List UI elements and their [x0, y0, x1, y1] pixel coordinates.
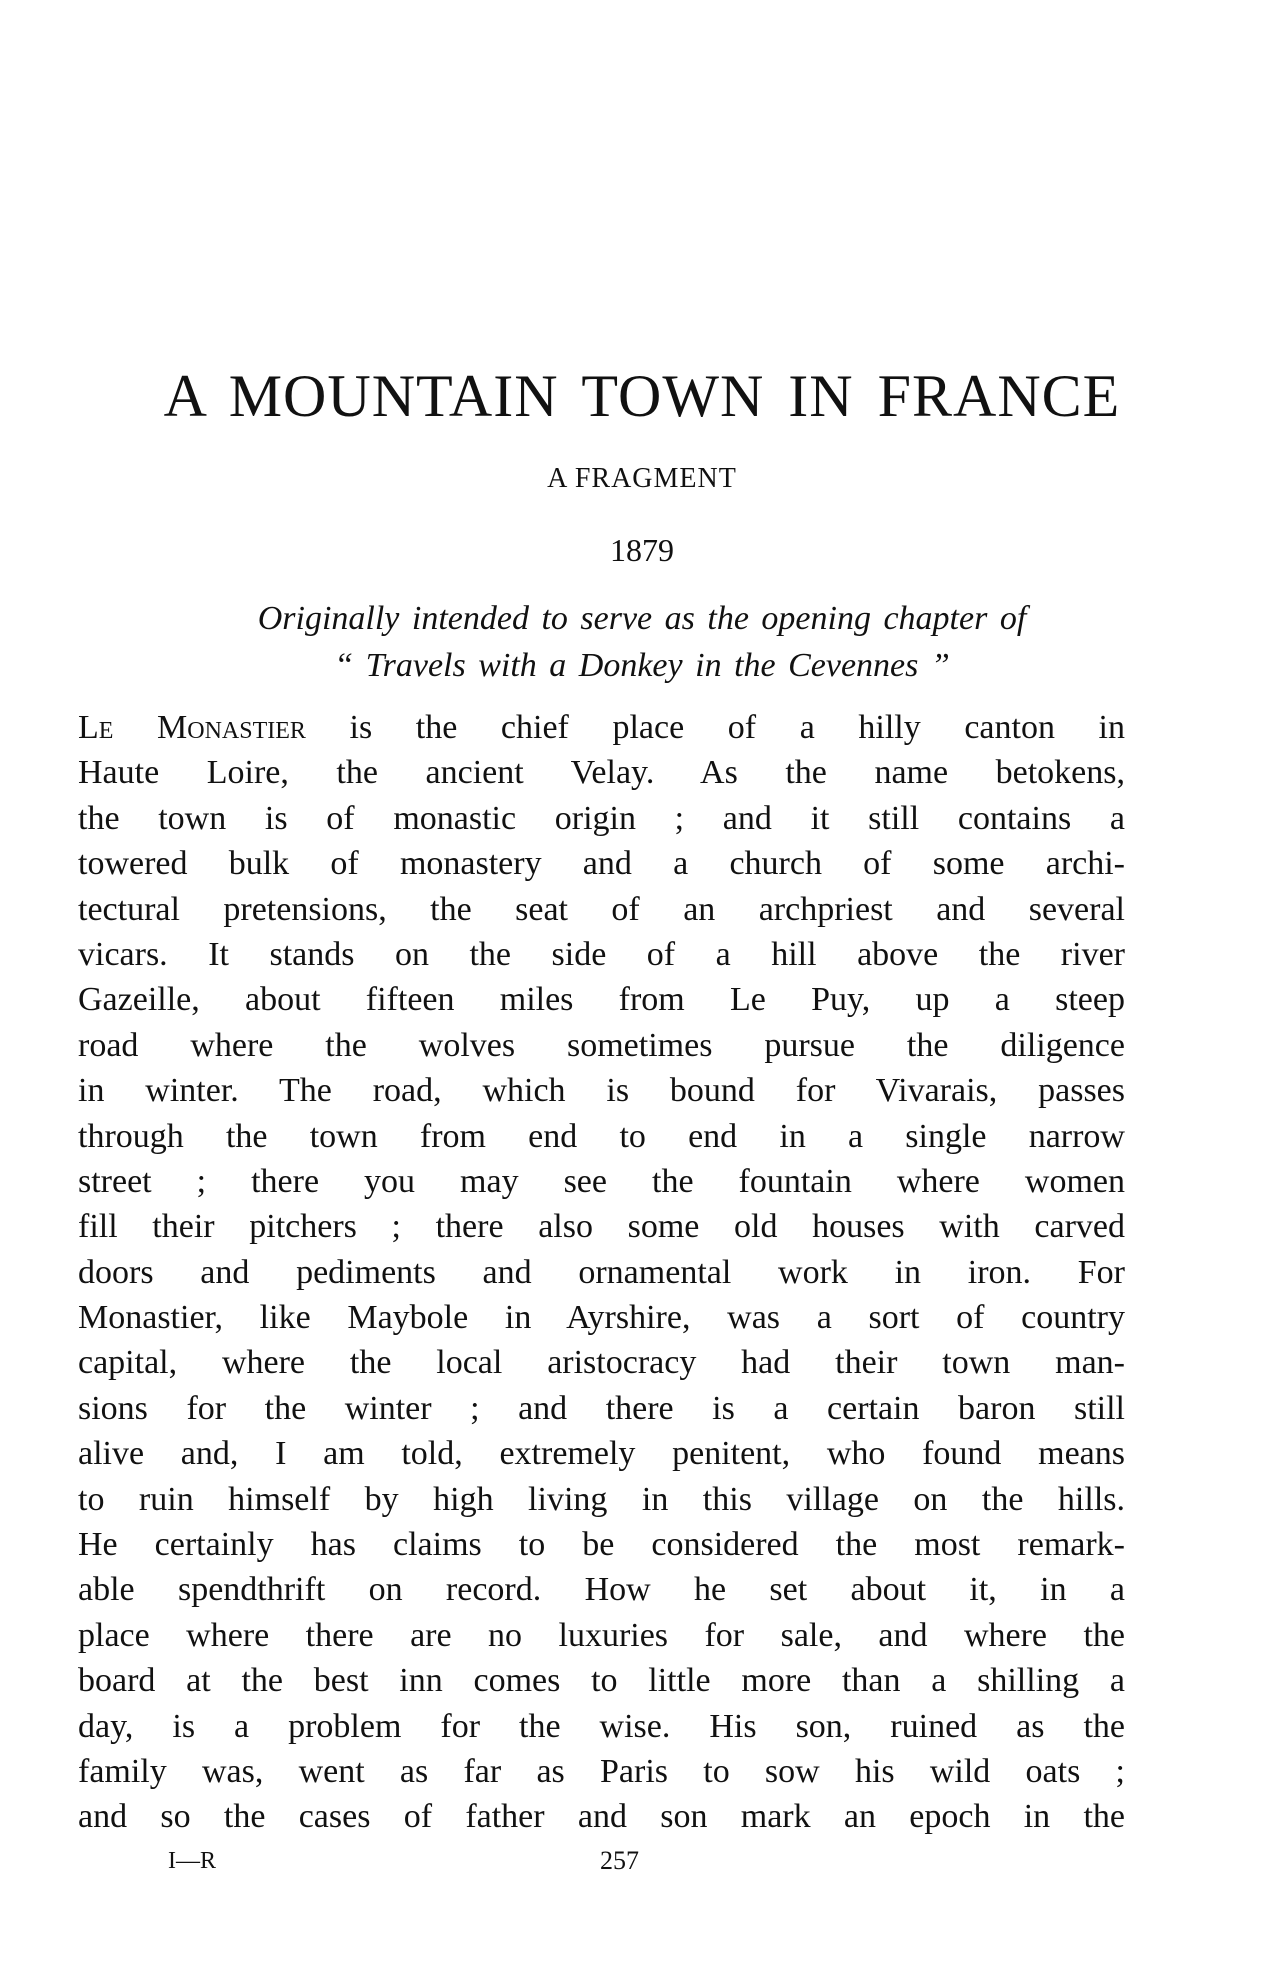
body-line: fill their pitchers ; there also some old houses with carved [78, 1208, 1125, 1246]
body-line: board at the best inn comes to little more than a shilling a [78, 1662, 1125, 1700]
body-line: doors and pediments and ornamental work in iron. For [78, 1253, 1125, 1291]
editorial-note-line-1: Originally intended to serve as the opening chapter of [257, 600, 1027, 637]
body-line: through the town from end to end in a single narrow [78, 1117, 1125, 1155]
body-line: to ruin himself by high living in this village on the hills. [78, 1480, 1125, 1518]
body-line: Haute Loire, the ancient Velay. As the name betokens, [78, 754, 1125, 792]
body-line: in winter. The road, which is bound for Vivarais, passes [78, 1072, 1125, 1110]
body-line: towered bulk of monastery and a church of some archi- [78, 845, 1125, 883]
body-line: the town is of monastic origin ; and it still contains a [78, 799, 1125, 837]
lead-in-small-caps: Le Monastier [78, 709, 306, 746]
body-line: vicars. It stands on the side of a hill above the river [78, 935, 1125, 973]
body-line: able spendthrift on record. How he set about it, in a [78, 1571, 1125, 1609]
body-line: family was, went as far as Paris to sow his wild oats ; [78, 1752, 1125, 1790]
body-line: Monastier, like Maybole in Ayrshire, was a sort of country [78, 1299, 1125, 1337]
body-line: He certainly has claims to be considered the most remark- [78, 1526, 1125, 1564]
chapter-year: 1879 [610, 532, 674, 568]
chapter-subtitle: A FRAGMENT [547, 463, 737, 494]
body-line: and so the cases of father and son mark an epoch in the [78, 1798, 1125, 1836]
signature-mark: I—R [168, 1848, 216, 1874]
body-line: place where there are no luxuries for sale, and where the [78, 1616, 1125, 1654]
editorial-note-line-2: “ Travels with a Donkey in the Cevennes ” [334, 647, 950, 684]
chapter-title: A MOUNTAIN TOWN IN FRANCE [163, 363, 1121, 429]
body-line [78, 705, 1125, 750]
body-line: Gazeille, about fifteen miles from Le Puy, up a steep [78, 981, 1125, 1019]
body-line: road where the wolves sometimes pursue the diligence [78, 1026, 1125, 1064]
body-line: tectural pretensions, the seat of an archpriest and several [78, 890, 1125, 928]
body-line: sions for the winter ; and there is a certain baron still [78, 1389, 1125, 1427]
body-text [78, 705, 1125, 1840]
body-line: day, is a problem for the wise. His son, ruined as the [78, 1707, 1125, 1745]
body-line: street ; there you may see the fountain where women [78, 1162, 1125, 1200]
body-line: capital, where the local aristocracy had their town man- [78, 1344, 1125, 1382]
body-line-text: is the chief place of a hilly canton in [305, 709, 1125, 746]
body-line: alive and, I am told, extremely penitent, who found means [78, 1435, 1125, 1473]
page-number: 257 [600, 1846, 639, 1875]
